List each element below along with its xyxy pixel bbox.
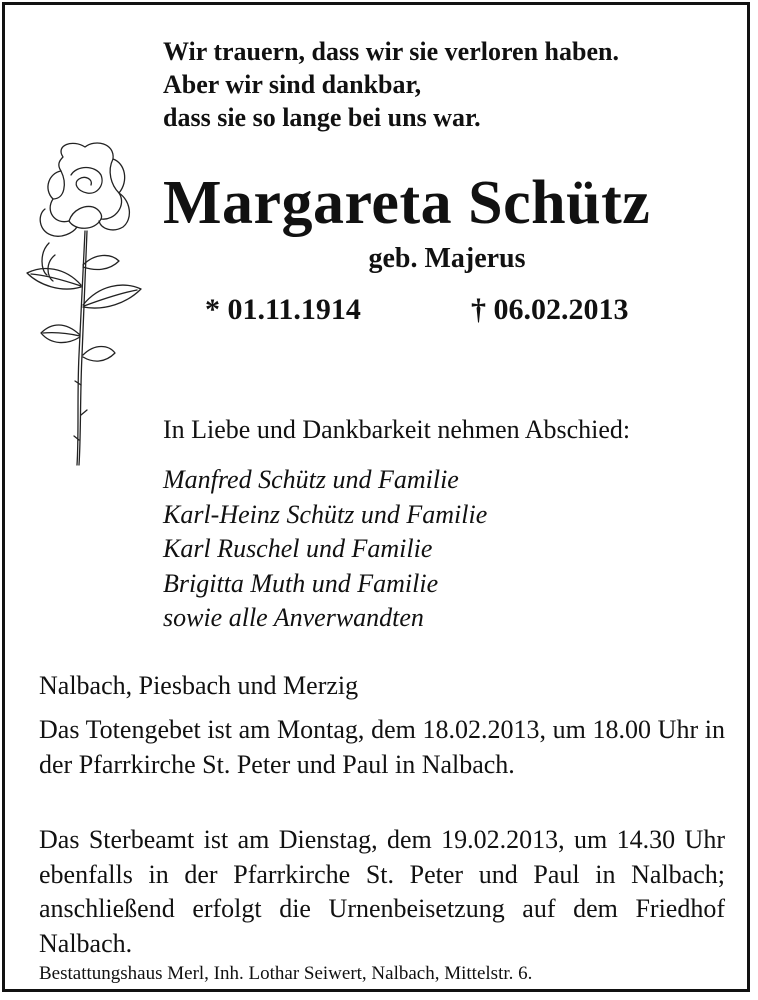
prayer-notice: Das Totengebet ist am Montag, dem 18.02.2013, um 18.00 Uhr in der Pfarrkirche St. Peter und Paul in Nalbach. (39, 715, 725, 779)
verse-line: Aber wir sind dankbar, (163, 70, 422, 99)
verse-line: Wir trauern, dass wir sie verloren haben. (163, 37, 619, 66)
mourners-list (163, 463, 487, 636)
verse (163, 35, 619, 134)
list-item: Manfred Schütz und Familie (163, 465, 459, 494)
requiem-notice: Das Sterbeamt ist am Dienstag, dem 19.02.2013, um 14.30 Uhr ebenfalls in der Pfarrkirche St. Peter und Paul in Nalbach; anschließend erfolgt die Urnenbeisetzung auf dem Friedhof Nalbach. (39, 825, 725, 958)
birth-date: * 01.11.1914 (205, 293, 361, 326)
verse-line: dass sie so lange bei uns war. (163, 103, 481, 132)
obituary-frame (2, 2, 750, 992)
list-item: Karl Ruschel und Familie (163, 534, 433, 563)
list-item: Karl-Heinz Schütz und Familie (163, 499, 488, 529)
deceased-name: Margareta Schütz (163, 169, 651, 237)
maiden-name: geb. Majerus (368, 243, 526, 274)
list-item: Brigitta Muth und Familie (163, 568, 439, 598)
farewell-line: In Liebe und Dankbarkeit nehmen Abschied: (163, 415, 631, 444)
funeral-home: Bestattungshaus Merl, Inh. Lothar Seiwert, Nalbach, Mittelstr. 6. (39, 963, 533, 984)
death-date: † 06.02.2013 (471, 293, 629, 326)
places-line: Nalbach, Piesbach und Merzig (39, 671, 359, 700)
list-item: sowie alle Anverwandten (163, 603, 424, 632)
rose-icon (15, 135, 155, 480)
